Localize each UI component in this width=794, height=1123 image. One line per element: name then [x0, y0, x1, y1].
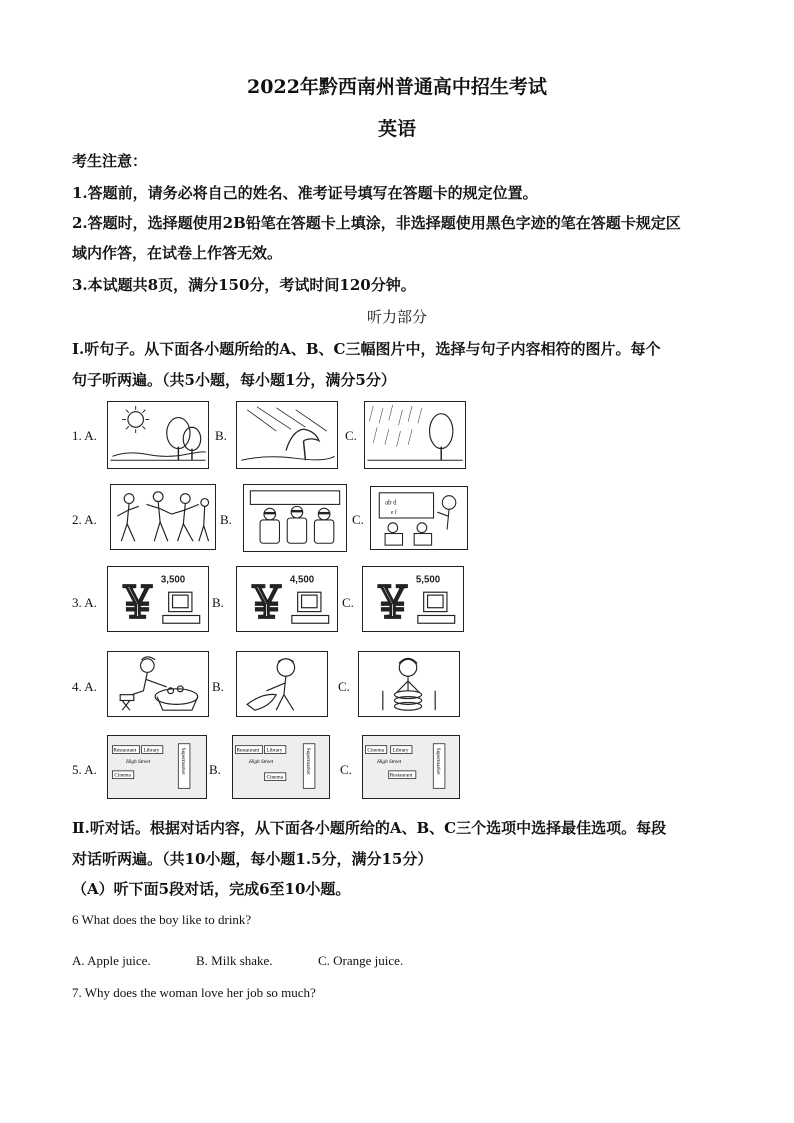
- q4-label-a: 4. A.: [72, 679, 97, 694]
- q1-label-b: B.: [215, 428, 227, 443]
- map-street: High Street: [126, 759, 151, 766]
- part2-sub-a: （A）听下面5段对话，完成6至10小题。: [72, 880, 351, 898]
- subject-title: 英语: [377, 118, 416, 140]
- map-supermarket: Supermarket: [305, 747, 312, 775]
- q6-option-b: B. Milk shake.: [196, 953, 273, 968]
- q1-picture-c-rainy: [364, 401, 466, 469]
- listening-section-title: 听力部分: [366, 308, 427, 326]
- notice-item-2-cont: 域内作答，在试卷上作答无效。: [72, 244, 283, 262]
- price-b: 4,500: [289, 574, 315, 586]
- q3-label-a: 3. A.: [72, 595, 97, 610]
- map-restaurant: Restaurant: [113, 747, 137, 754]
- yuan-icon: ￥: [116, 578, 159, 629]
- q6-option-c: C. Orange juice.: [318, 953, 404, 968]
- q5-label-b: B.: [209, 762, 221, 777]
- price-a: 3,500: [160, 574, 186, 586]
- q4-picture-c-washing-dishes: [358, 651, 460, 717]
- q5-picture-c-street-map: [362, 735, 460, 799]
- notice-item-1: 1.答题前，请务必将自己的姓名、准考证号填写在答题卡的规定位置。: [72, 184, 538, 202]
- q3-picture-c-computer-price: [362, 566, 464, 632]
- q2-picture-c-classroom: [370, 486, 468, 550]
- svg-text:e f: e f: [390, 510, 397, 517]
- q4-picture-a-washing-clothes: [107, 651, 209, 717]
- yuan-icon: ￥: [371, 578, 414, 629]
- part1-instruction-1: Ⅰ.听句子。从下面各小题所给的A、B、C三幅图片中，选择与句子内容相符的图片。每个: [72, 340, 661, 358]
- page-title: 2022年黔西南州普通高中招生考试: [247, 76, 547, 98]
- map-restaurant: Restaurant: [389, 772, 413, 779]
- map-supermarket: Supermarket: [180, 747, 187, 775]
- map-cinema: Cinema: [266, 774, 283, 781]
- map-cinema: Cinema: [367, 747, 384, 754]
- q3-picture-b-computer-price: [236, 566, 338, 632]
- q1-picture-a-sunny: [107, 401, 209, 469]
- map-restaurant: Restaurant: [236, 747, 260, 754]
- q4-label-c: C.: [338, 679, 350, 694]
- q5-picture-a-street-map: [107, 735, 207, 799]
- part1-instruction-2: 句子听两遍。（共5小题，每小题1分，满分5分）: [72, 371, 396, 389]
- q5-label-c: C.: [340, 762, 352, 777]
- q4-label-b: B.: [212, 679, 224, 694]
- notice-item-2: 2.答题时，选择题使用2B铅笔在答题卡上填涂，非选择题使用黑色字迹的笔在答题卡规定区: [72, 214, 681, 232]
- map-street: High Street: [377, 759, 402, 766]
- notice-heading: 考生注意：: [72, 152, 148, 170]
- q7-stem: 7. Why does the woman love her job so much?: [72, 985, 316, 1000]
- map-street: High Street: [249, 759, 274, 766]
- q3-picture-a-computer-price: [107, 566, 209, 632]
- q5-label-a: 5. A.: [72, 762, 97, 777]
- map-cinema: Cinema: [114, 772, 131, 779]
- part2-instruction-2: 对话听两遍。（共10小题，每小题1.5分，满分15分）: [72, 850, 433, 868]
- q4-picture-b-sweeping: [236, 651, 328, 717]
- q1-label-a: 1. A.: [72, 428, 97, 443]
- q1-label-c: C.: [345, 428, 357, 443]
- q6-stem: 6 What does the boy like to drink?: [72, 912, 252, 927]
- q2-label-a: 2. A.: [72, 512, 97, 527]
- map-library: Library: [266, 747, 283, 754]
- q6-option-a: A. Apple juice.: [72, 953, 151, 968]
- map-library: Library: [392, 747, 409, 754]
- part2-instruction-1: Ⅱ.听对话。根据对话内容，从下面各小题所给的A、B、C三个选项中选择最佳选项。每段: [72, 819, 667, 837]
- map-library: Library: [143, 747, 160, 754]
- q1-picture-b-windy: [236, 401, 338, 469]
- q2-label-c: C.: [352, 512, 364, 527]
- q2-label-b: B.: [220, 512, 232, 527]
- q5-picture-b-street-map: [232, 735, 330, 799]
- q3-label-b: B.: [212, 595, 224, 610]
- price-c: 5,500: [415, 574, 441, 586]
- yuan-icon: ￥: [245, 578, 288, 629]
- svg-text:ab d: ab d: [385, 499, 397, 507]
- q2-picture-a-people-dancing: [110, 484, 216, 550]
- notice-item-3: 3.本试题共8页，满分150分，考试时间120分钟。: [72, 276, 416, 294]
- q3-label-c: C.: [342, 595, 354, 610]
- map-supermarket: Supermarket: [435, 747, 442, 775]
- q2-picture-b-watching-movie: [243, 484, 347, 552]
